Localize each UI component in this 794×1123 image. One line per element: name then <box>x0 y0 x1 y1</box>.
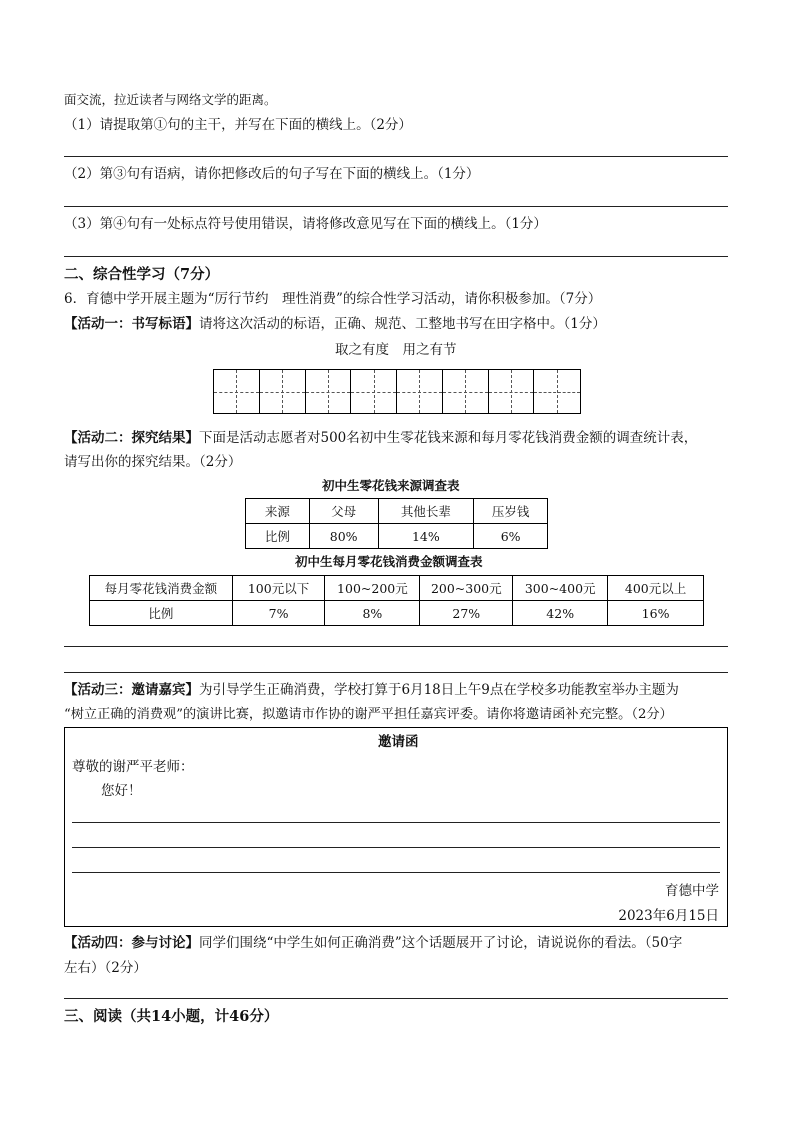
table-1-header-cell: 其他长辈 <box>378 499 474 524</box>
letter-greeting: 您好！ <box>101 783 142 799</box>
table-2-cell: 42% <box>513 601 608 626</box>
slogan: 取之有度 用之有节 <box>335 342 457 358</box>
letter-title: 邀请函 <box>378 734 419 750</box>
table-2-header-cell: 200~300元 <box>420 576 513 601</box>
activity-4 <box>64 934 682 952</box>
table-1-cell: 80% <box>309 524 378 549</box>
answer-line-4 <box>64 646 728 647</box>
activity-4-text: 同学们围绕“中学生如何正确消费”这个话题展开了讨论，请说说你的看法。（50字 <box>199 935 683 951</box>
table-1-cell: 比例 <box>246 524 310 549</box>
table-2-cell: 27% <box>420 601 513 626</box>
letter-write-line[interactable] <box>72 872 720 873</box>
table-2-title: 初中生每月零花钱消费金额调查表 <box>295 554 483 569</box>
grid-cell[interactable] <box>443 370 489 413</box>
table-1-cell: 14% <box>378 524 474 549</box>
section-3-title: 三、阅读（共14小题，计46分） <box>64 1008 279 1025</box>
table-2-cell: 16% <box>608 601 704 626</box>
letter-signature: 育德中学 <box>665 883 719 899</box>
table-2-cell: 7% <box>232 601 325 626</box>
question-1: （1）请提取第①句的主干，并写在下面的横线上。（2分） <box>64 117 412 133</box>
activity-3-text-2: “树立正确的消费观”的演讲比赛，拟邀请市作协的谢严平担任嘉宾评委。请你将邀请函补充完整。（2分） <box>64 707 673 722</box>
tianzi-grid[interactable] <box>213 369 581 414</box>
activity-3 <box>64 681 679 699</box>
grid-cell[interactable] <box>306 370 352 413</box>
grid-cell[interactable] <box>534 370 580 413</box>
table-2-header-row <box>90 576 704 601</box>
activity-4-label: 【活动四：参与讨论】 <box>64 935 199 951</box>
table-2-row <box>90 601 704 626</box>
activity-2-text-2: 请写出你的探究结果。（2分） <box>64 454 242 470</box>
table-2-header-cell: 每月零花钱消费金额 <box>90 576 233 601</box>
activity-3-label: 【活动三：邀请嘉宾】 <box>64 682 199 698</box>
grid-cell[interactable] <box>260 370 306 413</box>
activity-2-label: 【活动二：探究结果】 <box>64 430 199 446</box>
question-6: 6．育德中学开展主题为“厉行节约 理性消费”的综合性学习活动，请你积极参加。（7分） <box>64 291 602 307</box>
section-2-title: 二、综合性学习（7分） <box>64 266 220 283</box>
table-1 <box>245 498 548 549</box>
letter-salutation: 尊敬的谢严平老师： <box>72 759 194 775</box>
grid-cell[interactable] <box>397 370 443 413</box>
question-2: （2）第③句有语病，请你把修改后的句子写在下面的横线上。（1分） <box>64 166 480 182</box>
table-2-header-cell: 400元以上 <box>608 576 704 601</box>
letter-write-line[interactable] <box>72 822 720 823</box>
invitation-letter <box>64 727 728 927</box>
activity-2-text: 下面是活动志愿者对500名初中生零花钱来源和每月零花钱消费金额的调查统计表， <box>199 430 698 446</box>
answer-line-6 <box>64 998 728 999</box>
table-2-header-cell: 300~400元 <box>513 576 608 601</box>
table-2-header-cell: 100~200元 <box>325 576 420 601</box>
continued-text: 面交流，拉近读者与网络文学的距离。 <box>64 92 277 107</box>
table-1-title: 初中生零花钱来源调查表 <box>322 478 460 493</box>
table-1-header-cell: 来源 <box>246 499 310 524</box>
table-2-header-cell: 100元以下 <box>232 576 325 601</box>
table-2 <box>89 575 704 626</box>
table-1-row <box>246 524 548 549</box>
answer-line-2 <box>64 206 728 207</box>
answer-line-5 <box>64 672 728 673</box>
activity-4-text-2: 左右）（2分） <box>64 960 147 976</box>
grid-cell[interactable] <box>351 370 397 413</box>
activity-3-text: 为引导学生正确消费，学校打算于6月18日上午9点在学校多功能教室举办主题为 <box>199 682 679 698</box>
answer-line-3 <box>64 256 728 257</box>
table-2-cell: 比例 <box>90 601 233 626</box>
activity-2 <box>64 429 697 447</box>
letter-write-line[interactable] <box>72 847 720 848</box>
grid-cell[interactable] <box>489 370 535 413</box>
activity-1 <box>64 315 606 333</box>
table-1-header-row <box>246 499 548 524</box>
letter-date: 2023年6月15日 <box>618 908 719 924</box>
table-1-cell: 6% <box>474 524 548 549</box>
question-3: （3）第④句有一处标点符号使用错误，请将修改意见写在下面的横线上。（1分） <box>64 216 547 232</box>
answer-line-1 <box>64 156 728 157</box>
table-1-header-cell: 压岁钱 <box>474 499 548 524</box>
grid-cell[interactable] <box>214 370 260 413</box>
table-2-cell: 8% <box>325 601 420 626</box>
table-1-header-cell: 父母 <box>309 499 378 524</box>
activity-1-text: 请将这次活动的标语，正确、规范、工整地书写在田字格中。（1分） <box>199 316 606 332</box>
activity-1-label: 【活动一：书写标语】 <box>64 316 199 332</box>
